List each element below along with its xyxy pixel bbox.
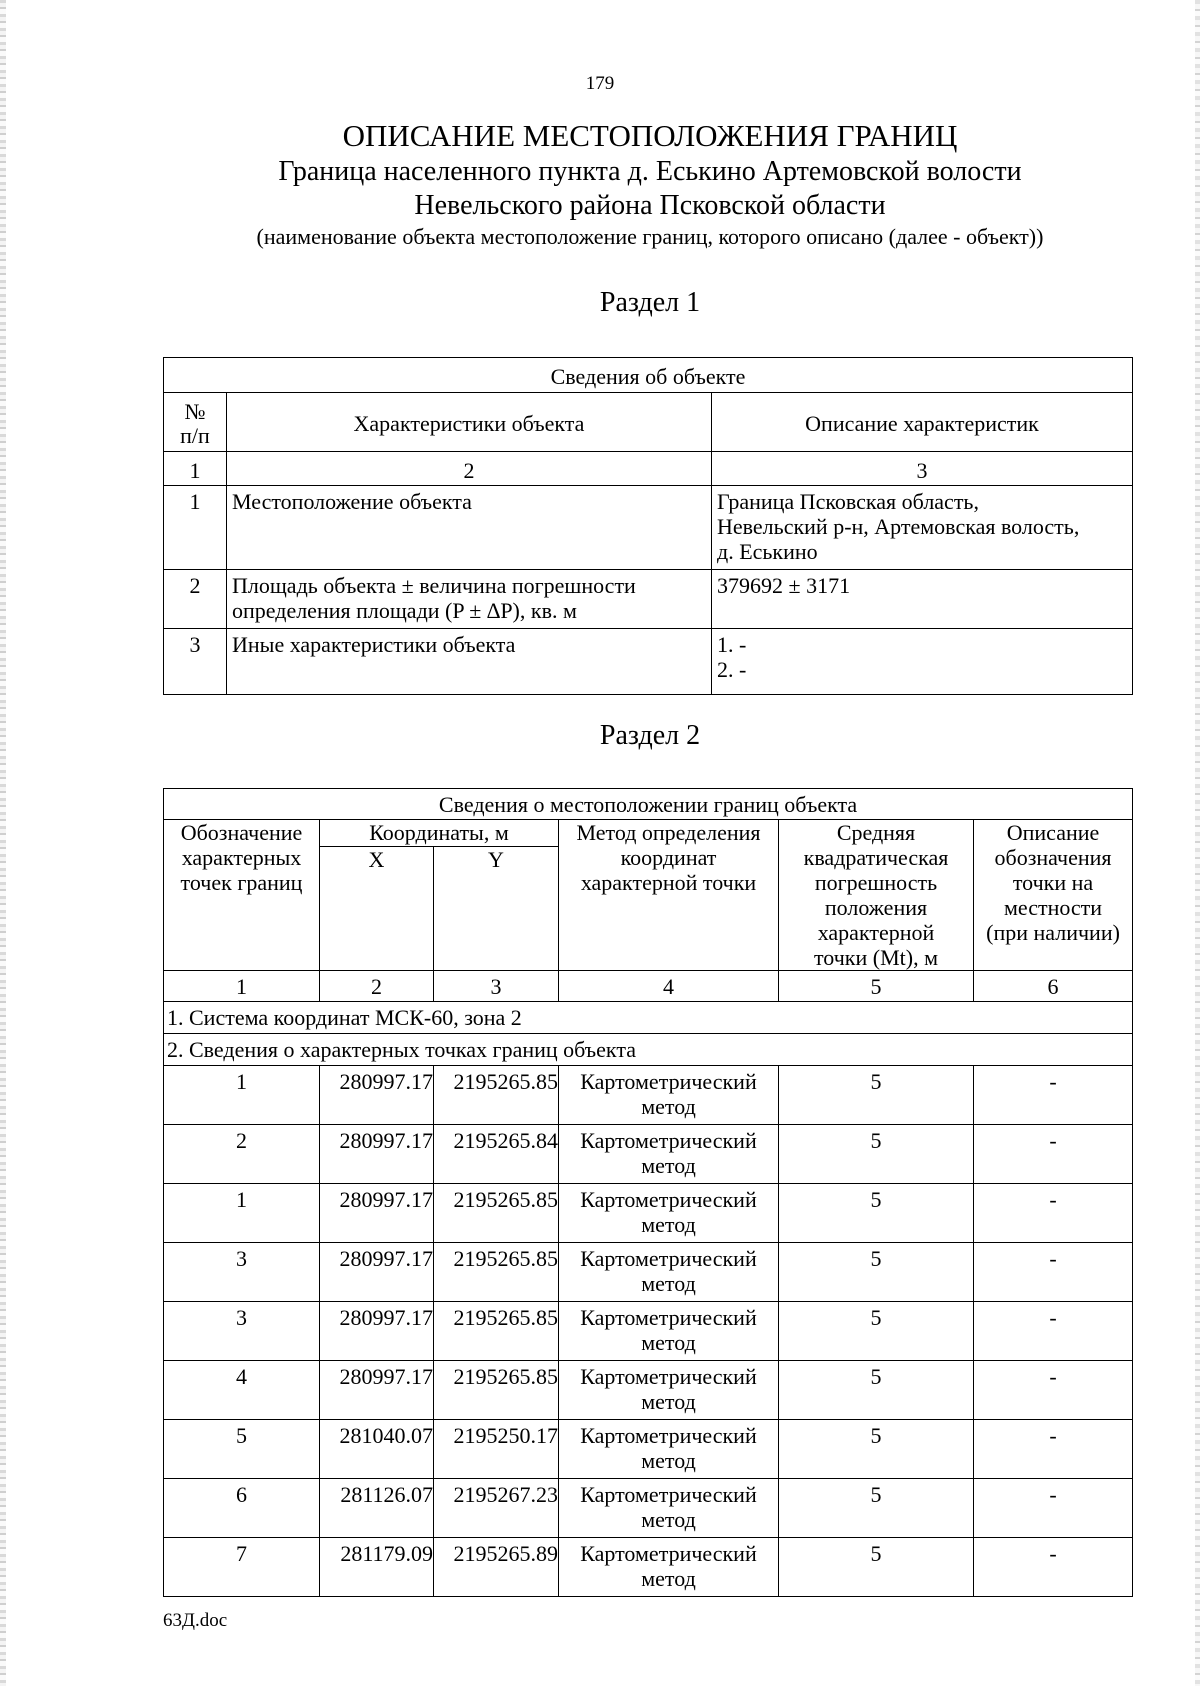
method-line: метод bbox=[641, 1094, 696, 1119]
point-mean-error: 5 bbox=[779, 1066, 974, 1125]
point-x: 280997.17 bbox=[320, 1361, 434, 1420]
point-method bbox=[559, 1066, 779, 1125]
point-method bbox=[559, 1302, 779, 1361]
method-line: Картометрический bbox=[580, 1541, 757, 1566]
column-number: 2 bbox=[320, 971, 434, 1002]
header-line: (при наличии) bbox=[986, 920, 1120, 945]
point-x: 281179.09 bbox=[320, 1538, 434, 1597]
method-line: Картометрический bbox=[580, 1305, 757, 1330]
point-method bbox=[559, 1361, 779, 1420]
method-line: Картометрический bbox=[580, 1069, 757, 1094]
point-y: 2195265.85 bbox=[434, 1243, 559, 1302]
scan-edge-right bbox=[1195, 0, 1200, 1686]
row-number: 1 bbox=[164, 486, 227, 570]
description-line: 1. - bbox=[717, 632, 747, 657]
point-x: 280997.17 bbox=[320, 1243, 434, 1302]
point-description: - bbox=[974, 1243, 1133, 1302]
header-line: обозначения bbox=[994, 845, 1112, 870]
boundary-points-table bbox=[163, 788, 1133, 1597]
point-id: 2 bbox=[164, 1125, 320, 1184]
description-line: Невельский р-н, Артемовская волость, bbox=[717, 514, 1080, 539]
section-2-heading: Раздел 2 bbox=[599, 720, 701, 751]
point-method bbox=[559, 1538, 779, 1597]
point-x: 280997.17 bbox=[320, 1184, 434, 1243]
point-y: 2195265.89 bbox=[434, 1538, 559, 1597]
column-number: 4 bbox=[559, 971, 779, 1002]
method-line: Картометрический bbox=[580, 1246, 757, 1271]
table-row bbox=[164, 629, 1133, 695]
method-line: метод bbox=[641, 1389, 696, 1414]
method-line: Картометрический bbox=[580, 1187, 757, 1212]
header-line: точек границ bbox=[180, 870, 303, 895]
point-mean-error: 5 bbox=[779, 1361, 974, 1420]
header-number-pp: п/п bbox=[180, 422, 210, 448]
point-y: 2195267.23 bbox=[434, 1479, 559, 1538]
point-description: - bbox=[974, 1538, 1133, 1597]
header-point-description bbox=[974, 820, 1133, 971]
description-line: д. Еськино bbox=[717, 539, 818, 564]
object-info-table bbox=[163, 357, 1133, 695]
point-method bbox=[559, 1184, 779, 1243]
point-description: - bbox=[974, 1066, 1133, 1125]
header-x: X bbox=[320, 846, 434, 970]
method-line: метод bbox=[641, 1212, 696, 1237]
header-coordinates: Координаты, м bbox=[320, 820, 559, 847]
header-line: квадратическая bbox=[803, 845, 949, 870]
header-mean-error bbox=[779, 820, 974, 971]
header-characteristics: Характеристики объекта bbox=[227, 393, 712, 452]
table-row bbox=[164, 1538, 1133, 1597]
row-characteristic: Иные характеристики объекта bbox=[227, 629, 712, 695]
document-title: ОПИСАНИЕ МЕСТОПОЛОЖЕНИЯ ГРАНИЦ bbox=[342, 118, 958, 153]
title-caption: (наименование объекта местоположение границ, которого описано (далее - объект)) bbox=[256, 224, 1044, 249]
point-x: 280997.17 bbox=[320, 1125, 434, 1184]
row-description bbox=[712, 629, 1133, 695]
method-line: метод bbox=[641, 1330, 696, 1355]
point-id: 3 bbox=[164, 1243, 320, 1302]
point-mean-error: 5 bbox=[779, 1243, 974, 1302]
table-row bbox=[164, 486, 1133, 570]
table-row bbox=[164, 1125, 1133, 1184]
table-row bbox=[164, 1243, 1133, 1302]
header-point-designation bbox=[164, 820, 320, 971]
point-y: 2195265.85 bbox=[434, 1066, 559, 1125]
point-y: 2195265.85 bbox=[434, 1302, 559, 1361]
column-number: 6 bbox=[974, 971, 1133, 1002]
section-1-heading: Раздел 1 bbox=[599, 287, 701, 318]
header-line: погрешность bbox=[814, 870, 938, 895]
row-description: 379692 ± 3171 bbox=[712, 570, 1133, 629]
subtitle-line-1: Граница населенного пункта д. Еськино Артемовской волости bbox=[278, 156, 1022, 187]
points-body bbox=[164, 1066, 1133, 1597]
point-x: 280997.17 bbox=[320, 1302, 434, 1361]
table-title: Сведения о местоположении границ объекта bbox=[164, 789, 1133, 820]
header-line: Обозначение bbox=[180, 820, 303, 845]
header-line: Средняя bbox=[836, 820, 916, 845]
point-x: 281126.07 bbox=[320, 1479, 434, 1538]
point-mean-error: 5 bbox=[779, 1184, 974, 1243]
header-line: характерной точки bbox=[580, 870, 757, 895]
file-name-footer: 63Д.doc bbox=[163, 1610, 228, 1631]
point-description: - bbox=[974, 1302, 1133, 1361]
point-method bbox=[559, 1479, 779, 1538]
header-line: Описание bbox=[1006, 820, 1100, 845]
method-line: Картометрический bbox=[580, 1364, 757, 1389]
header-line: характерной bbox=[817, 920, 935, 945]
point-description: - bbox=[974, 1125, 1133, 1184]
point-y: 2195265.85 bbox=[434, 1184, 559, 1243]
characteristic-line: определения площади (P ± ∆P), кв. м bbox=[232, 598, 577, 623]
point-id: 1 bbox=[164, 1184, 320, 1243]
column-number: 3 bbox=[712, 452, 1133, 486]
header-method bbox=[559, 820, 779, 971]
row-characteristic: Местоположение объекта bbox=[227, 486, 712, 570]
method-line: метод bbox=[641, 1271, 696, 1296]
point-id: 4 bbox=[164, 1361, 320, 1420]
row-number: 3 bbox=[164, 629, 227, 695]
method-line: Картометрический bbox=[580, 1128, 757, 1153]
point-x: 280997.17 bbox=[320, 1066, 434, 1125]
point-mean-error: 5 bbox=[779, 1420, 974, 1479]
row-number: 2 bbox=[164, 570, 227, 629]
header-description: Описание характеристик bbox=[712, 393, 1133, 452]
header-number bbox=[164, 393, 227, 452]
characteristic-line: Площадь объекта ± величина погрешности bbox=[232, 573, 636, 598]
table-row bbox=[164, 1066, 1133, 1125]
point-id: 1 bbox=[164, 1066, 320, 1125]
coordinate-system: 1. Система координат МСК-60, зона 2 bbox=[164, 1002, 1133, 1034]
method-line: метод bbox=[641, 1448, 696, 1473]
column-number: 1 bbox=[164, 971, 320, 1002]
header-line: Метод определения bbox=[576, 820, 761, 845]
point-description: - bbox=[974, 1420, 1133, 1479]
header-line: точки (Mt), м bbox=[813, 945, 939, 970]
point-description: - bbox=[974, 1184, 1133, 1243]
method-line: метод bbox=[641, 1566, 696, 1591]
point-id: 7 bbox=[164, 1538, 320, 1597]
description-line: 2. - bbox=[717, 657, 747, 682]
header-number-sign: № bbox=[184, 398, 206, 424]
header-line: местности bbox=[1003, 895, 1103, 920]
point-method bbox=[559, 1243, 779, 1302]
point-description: - bbox=[974, 1361, 1133, 1420]
point-method bbox=[559, 1125, 779, 1184]
point-description: - bbox=[974, 1479, 1133, 1538]
header-line: координат bbox=[620, 845, 717, 870]
method-line: Картометрический bbox=[580, 1423, 757, 1448]
point-id: 6 bbox=[164, 1479, 320, 1538]
point-mean-error: 5 bbox=[779, 1302, 974, 1361]
column-number: 2 bbox=[227, 452, 712, 486]
point-id: 5 bbox=[164, 1420, 320, 1479]
document-subtitle bbox=[0, 155, 1200, 223]
description-line: Граница Псковская область, bbox=[717, 489, 979, 514]
table-row bbox=[164, 1361, 1133, 1420]
point-mean-error: 5 bbox=[779, 1479, 974, 1538]
subtitle-line-2: Невельского района Псковской области bbox=[414, 190, 886, 221]
table-row bbox=[164, 1184, 1133, 1243]
point-id: 3 bbox=[164, 1302, 320, 1361]
point-y: 2195250.17 bbox=[434, 1420, 559, 1479]
header-line: характерных bbox=[181, 845, 302, 870]
point-mean-error: 5 bbox=[779, 1125, 974, 1184]
header-y: Y bbox=[434, 846, 559, 970]
header-line: точки на bbox=[1012, 870, 1094, 895]
table-title: Сведения об объекте bbox=[164, 358, 1133, 393]
scan-edge-left bbox=[0, 0, 6, 1686]
points-heading: 2. Сведения о характерных точках границ объекта bbox=[164, 1034, 1133, 1066]
point-y: 2195265.84 bbox=[434, 1125, 559, 1184]
header-line: положения bbox=[824, 895, 928, 920]
column-number: 3 bbox=[434, 971, 559, 1002]
point-mean-error: 5 bbox=[779, 1538, 974, 1597]
point-y: 2195265.85 bbox=[434, 1361, 559, 1420]
method-line: метод bbox=[641, 1153, 696, 1178]
row-characteristic bbox=[227, 570, 712, 629]
method-line: Картометрический bbox=[580, 1482, 757, 1507]
point-x: 281040.07 bbox=[320, 1420, 434, 1479]
method-line: метод bbox=[641, 1507, 696, 1532]
table-row bbox=[164, 1420, 1133, 1479]
point-method bbox=[559, 1420, 779, 1479]
table-row bbox=[164, 1302, 1133, 1361]
page-number: 179 bbox=[585, 73, 615, 94]
column-number: 5 bbox=[779, 971, 974, 1002]
row-description bbox=[712, 486, 1133, 570]
column-number: 1 bbox=[164, 452, 227, 486]
table-row bbox=[164, 1479, 1133, 1538]
table-row bbox=[164, 570, 1133, 629]
